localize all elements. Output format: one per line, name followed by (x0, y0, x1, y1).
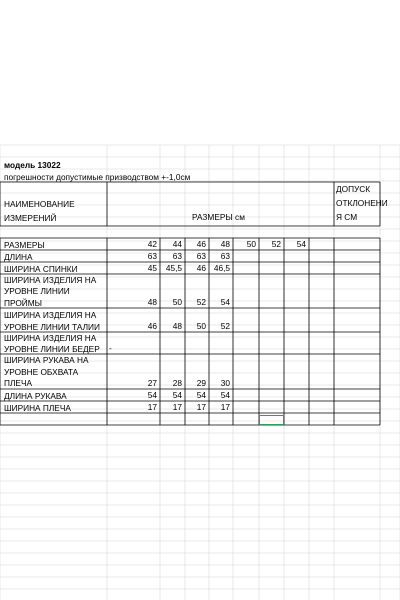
row-label (4, 355, 89, 390)
row-label-line: ШИРИНА РУКАВА НА (4, 355, 89, 365)
row-label-line: УРОВНЕ ЛИНИИ ТАЛИИ (4, 322, 100, 332)
size-value-cell[interactable]: 52 (271, 239, 281, 249)
row-label-line: ШИРИНА ИЗДЕЛИЯ НА (4, 275, 97, 285)
size-value-cell[interactable]: 63 (220, 251, 230, 261)
row-label-line: ПРОЙМЫ (4, 297, 42, 308)
header-sizes-col: РАЗМЕРЫ см (192, 212, 245, 222)
row-label (4, 263, 78, 275)
row-label (4, 390, 67, 402)
size-value-cell[interactable]: 50 (246, 239, 256, 249)
size-value-cell[interactable]: 46 (147, 321, 157, 331)
size-value-cell[interactable]: 48 (147, 297, 157, 307)
row-label-line: УРОВНЕ ЛИНИИ (4, 286, 70, 297)
size-value-cell[interactable]: 42 (147, 239, 157, 249)
size-value-cell[interactable]: 29 (196, 378, 206, 388)
size-value-cell[interactable]: 48 (172, 321, 182, 331)
size-value-cell[interactable]: 45 (147, 263, 157, 273)
size-value-cell[interactable]: 54 (147, 390, 157, 400)
row-label (4, 402, 71, 414)
row-label-line: ДЛИНА РУКАВА (4, 391, 67, 401)
model-title: модель 13022 (4, 160, 61, 170)
row-label (4, 309, 100, 333)
size-value-cell[interactable]: 17 (172, 402, 182, 412)
row-label-line: ШИРИНА СПИНКИ (4, 264, 78, 274)
size-value-cell[interactable]: 54 (296, 239, 306, 249)
size-value-cell[interactable]: 50 (196, 321, 206, 331)
row-label (4, 333, 100, 355)
row-label-line: ШИРИНА ИЗДЕЛИЯ НА (4, 333, 97, 343)
row-label-line: РАЗМЕРЫ (4, 240, 45, 250)
size-value-cell[interactable]: 44 (172, 239, 182, 249)
size-value-cell[interactable]: 54 (220, 390, 230, 400)
tolerance-note: погрешности допустимые призводством +-1,0см (4, 172, 191, 182)
selected-cell[interactable] (259, 415, 284, 425)
row-label (4, 275, 96, 309)
row-label-line: УРОВНЕ ЛИНИИ БЕДЕР (4, 344, 100, 354)
row-label-line: ПЛЕЧА (4, 378, 33, 389)
row-label-line: ШИРИНА ПЛЕЧА (4, 403, 71, 413)
size-value-cell[interactable]: 63 (147, 251, 157, 261)
row-label (4, 251, 33, 263)
row-label-line: УРОВНЕ ОБХВАТА (4, 366, 79, 377)
row-label (4, 239, 45, 251)
row-extra-mark: - (109, 343, 112, 353)
size-value-cell[interactable]: 30 (220, 378, 230, 388)
size-value-cell[interactable]: 46 (196, 239, 206, 249)
size-value-cell[interactable]: 27 (147, 378, 157, 388)
size-value-cell[interactable]: 46,5 (213, 263, 230, 273)
size-value-cell[interactable]: 17 (196, 402, 206, 412)
size-value-cell[interactable]: 54 (196, 390, 206, 400)
size-value-cell[interactable]: 63 (172, 251, 182, 261)
size-value-cell[interactable]: 46 (196, 263, 206, 273)
size-value-cell[interactable]: 63 (196, 251, 206, 261)
size-value-cell[interactable]: 54 (172, 390, 182, 400)
size-value-cell[interactable]: 54 (220, 297, 230, 307)
row-label-line: ШИРИНА ИЗДЕЛИЯ НА (4, 310, 97, 320)
size-value-cell[interactable]: 50 (172, 297, 182, 307)
size-value-cell[interactable]: 52 (220, 321, 230, 331)
size-value-cell[interactable]: 48 (220, 239, 230, 249)
size-value-cell[interactable]: 17 (220, 402, 230, 412)
header-tolerance-col: ДОПУСК ОТКЛОНЕНИ Я СМ (336, 184, 388, 222)
size-value-cell[interactable]: 45,5 (165, 263, 182, 273)
header-name-col: НАИМЕНОВАНИЕ ИЗМЕРЕНИЙ (4, 199, 75, 223)
size-value-cell[interactable]: 17 (147, 402, 157, 412)
size-value-cell[interactable]: 52 (196, 297, 206, 307)
size-value-cell[interactable]: 28 (172, 378, 182, 388)
row-label-line: ДЛИНА (4, 252, 33, 262)
